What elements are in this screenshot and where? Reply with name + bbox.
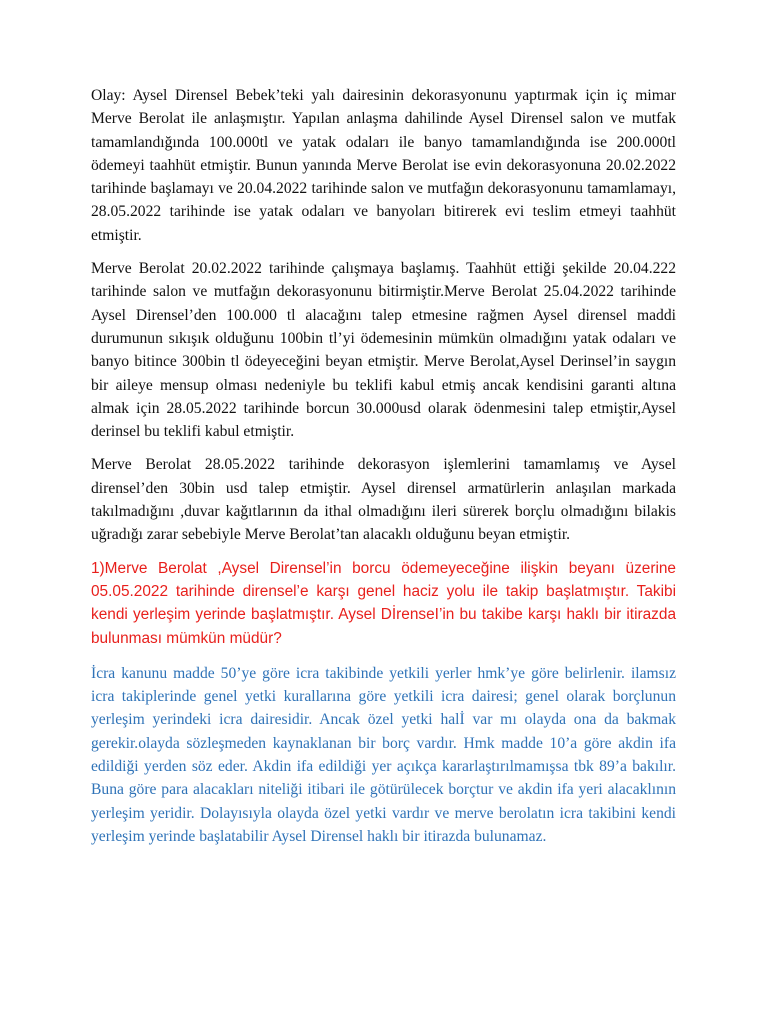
case-paragraph-2: Merve Berolat 20.02.2022 tarihinde çalışmaya başlamış. Taahhüt ettiği şekilde 20.04.222 tarihinde salon ve mutfağın dekorasyonunu bitirmiştir.Merve Berolat 25.04.2022 tarihinde Aysel Dirensel’den 100.000 tl alacağını talep etmesine rağmen Aysel dirensel maddi durumunun sıkışık olduğunu 100bin tl’yi ödemesinin mümkün olmadığını yatak odaları ve banyo bitince 300bin tl ödeyeceğini beyan etmiştir. Merve Berolat,Aysel Derinsel’in saygın bir aileye mensup olması nedeniyle bu teklifi kabul etmiş ancak kendisini garanti altına almak için 28.05.2022 tarihinde borcun 30.000usd olarak ödenmesini talep etmiştir,Aysel derinsel bu teklifi kabul etmiştir. (91, 260, 676, 441)
question-paragraph: 1)Merve Berolat ,Aysel Dirensel’in borcu ödemeyeceğine ilişkin beyanı üzerine 05.05.2022 tarihinde dirensel’e karşı genel haciz yolu ile takip başlatmıştır. Takibi kendi yerleşim yerinde başlatmıştır. Aysel DİrenseI’in bu takibe karşı haklı bir itirazda bulunması mümkün müdür? (91, 559, 676, 647)
document-page (91, 84, 676, 858)
case-paragraph-3: Merve Berolat 28.05.2022 tarihinde dekorasyon işlemlerini tamamlamış ve Aysel dirensel’den 30bin usd talep etmiştir. Aysel dirensel armatürlerin anlaşılan markada takılmadığını ,duvar kağıtlarının da ithal olmadığını ileri sürerek borçlu olmadığını bilakis uğradığı zarar sebebiyle Merve Berolat’tan alacaklı olduğunu beyan etmiştir. (91, 456, 676, 544)
answer-paragraph: İcra kanunu madde 50’ye göre icra takibinde yetkili yerler hmk’ye göre belirlenir. ilamsız icra takiplerinde genel yetki kurallarına göre yetkili icra dairesi; genel olarak borçlunun yerleşim yerindeki icra dairesidir. Ancak özel yetki halİ var mı olayda ona da bakmak gerekir.olayda sözleşmeden kaynaklanan bir borç vardır. Hmk madde 10’a göre akdin ifa edildiği yerden söz eder. Akdin ifa edildiği yer açıkça kararlaştırılmamışsa tbk 89’a bakılır. Buna göre para alacakları niteliği itibari ile götürülecek borçtur ve akdin ifa yeri alacaklının yerleşim yeridir. Dolayısıyla olayda özel yetki vardır ve merve berolatın icra takibini kendi yerleşim yerinde başlatabilir Aysel Dirensel haklı bir itirazda bulunamaz. (91, 664, 676, 845)
case-paragraph-1: Olay: Aysel Dirensel Bebek’teki yalı dairesinin dekorasyonunu yaptırmak için iç mimar Merve Berolat ile anlaşmıştır. Yapılan anlaşma dahilinde Aysel Dirensel salon ve mutfak tamamlandığında 100.000tl ve yatak odaları ile banyo tamamlandığında ise 200.000tl ödemeyi taahhüt etmiştir. Bunun yanında Merve Berolat ise evin dekorasyonuna 20.02.2022 tarihinde başlamayı ve 20.04.2022 tarihinde salon ve mutfağın dekorasyonunu tamamlamayı, 28.05.2022 tarihinde ise yatak odaları ve banyoları bitirerek evi teslim etmeyi taahhüt etmiştir. (91, 87, 676, 244)
